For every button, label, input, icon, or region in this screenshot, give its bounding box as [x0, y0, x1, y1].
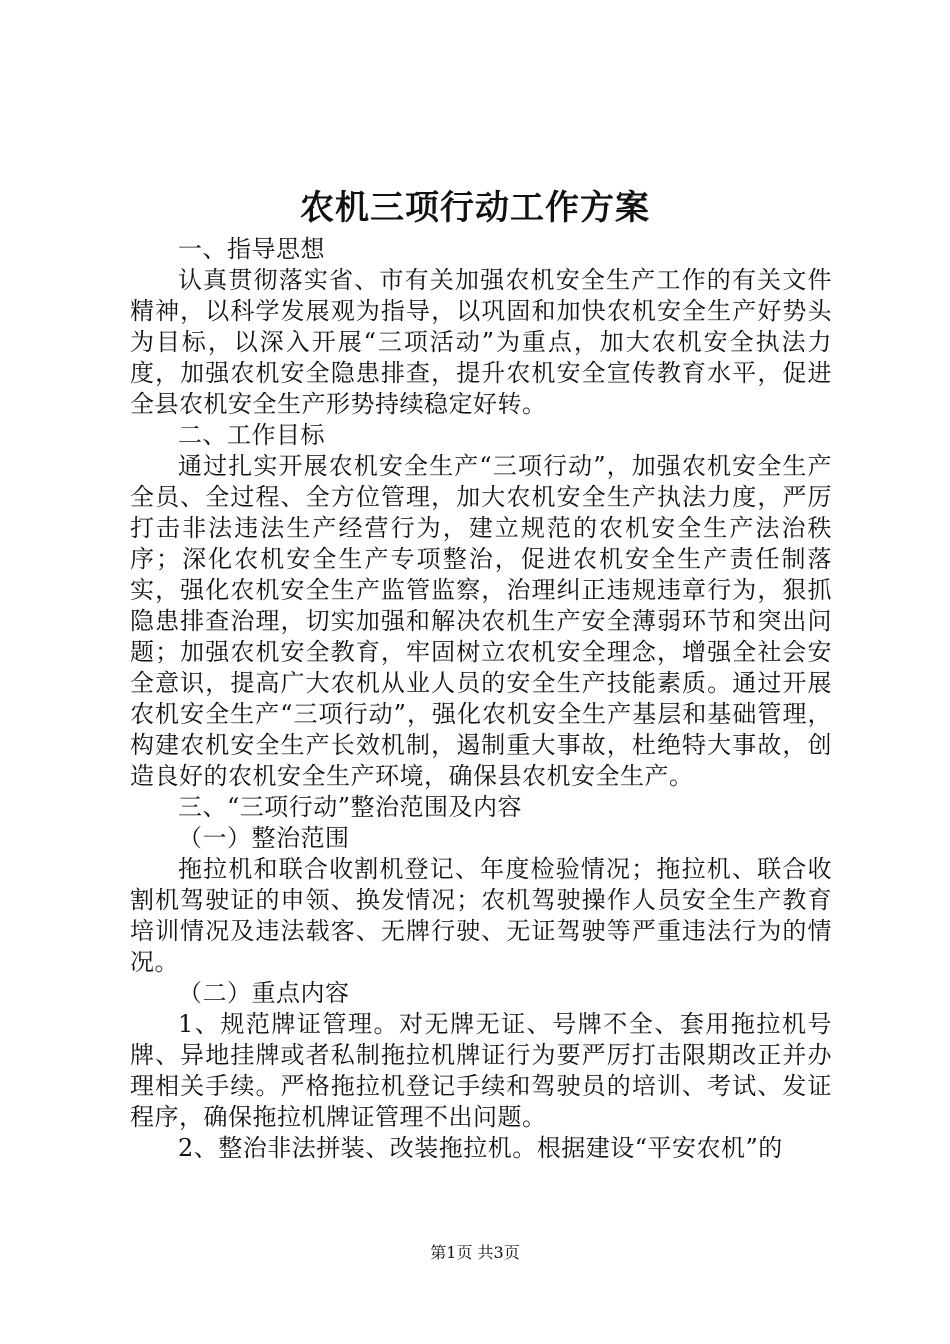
- page-footer: 第1页 共3页: [430, 1243, 520, 1262]
- document-body: [130, 234, 832, 1164]
- section-heading-work-goals: 二、工作目标: [178, 421, 325, 449]
- paragraph-scope: 拖拉机和联合收割机登记、年度检验情况；拖拉机、联合收割机驾驶证的申领、换发情况；农机驾驶操作人员安全生产教育培训情况及违法载客、无牌行驶、无证驾驶等严重违法行为的情况。: [130, 855, 832, 976]
- section-heading-scope-content: 三、“三项行动”整治范围及内容: [178, 793, 523, 821]
- subsection-heading-scope: （一）整治范围: [178, 824, 350, 852]
- document-title: 农机三项行动工作方案: [300, 188, 650, 228]
- paragraph-illegal-assembly: 2、整治非法拼装、改装拖拉机。根据建设“平安农机”的: [178, 1134, 783, 1162]
- paragraph-guiding-ideology: 认真贯彻落实省、市有关加强农机安全生产工作的有关文件精神，以科学发展观为指导，以巩固和加快农机安全生产好势头为目标，以深入开展“三项活动”为重点，加大农机安全执法力度，加强农机安全隐患排查，提升农机安全宣传教育水平，促进全县农机安全生产形势持续稳定好转。: [130, 266, 832, 418]
- subsection-heading-key-content: （二）重点内容: [178, 979, 350, 1007]
- paragraph-work-goals: 通过扎实开展农机安全生产“三项行动”，加强农机安全生产全员、全过程、全方位管理，加大农机安全生产执法力度，严厉打击非法违法生产经营行为，建立规范的农机安全生产法治秩序；深化农机安全生产专项整治，促进农机安全生产责任制落实，强化农机安全生产监管监察，治理纠正违规违章行为，狠抓隐患排查治理，切实加强和解决农机生产安全薄弱环节和突出问题；加强农机安全教育，牢固树立农机安全理念，增强全社会安全意识，提高广大农机从业人员的安全生产技能素质。通过开展农机安全生产“三项行动”，强化农机安全生产基层和基础管理，构建农机安全生产长效机制，遏制重大事故，杜绝特大事故，创造良好的农机安全生产环境，确保县农机安全生产。: [130, 452, 832, 790]
- paragraph-license-management: 1、规范牌证管理。对无牌无证、号牌不全、套用拖拉机号牌、异地挂牌或者私制拖拉机牌证行为要严厉打击限期改正并办理相关手续。严格拖拉机登记手续和驾驶员的培训、考试、发证程序，确保拖拉机牌证管理不出问题。: [130, 1010, 832, 1131]
- section-heading-guiding-ideology: 一、指导思想: [178, 235, 325, 263]
